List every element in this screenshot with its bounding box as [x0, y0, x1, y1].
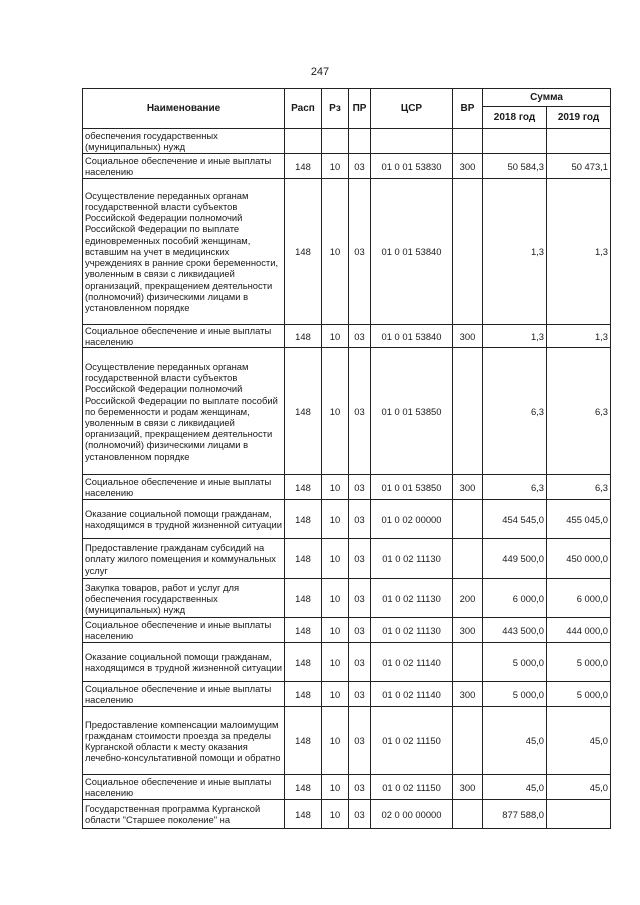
row-pr: 03	[349, 348, 371, 475]
row-name: Социальное обеспечение и иные выплаты населению	[83, 475, 285, 500]
row-rasp: 148	[285, 618, 322, 643]
row-vr	[453, 800, 483, 829]
table-row	[83, 475, 611, 500]
row-rz: 10	[322, 154, 349, 179]
row-sum-2019: 50 473,1	[547, 154, 611, 179]
row-csr: 01 0 02 11130	[371, 579, 453, 618]
row-sum-2019: 5 000,0	[547, 643, 611, 682]
row-rz: 10	[322, 500, 349, 539]
row-sum-2019: 450 000,0	[547, 539, 611, 579]
row-vr: 300	[453, 682, 483, 707]
header-csr: ЦСР	[371, 89, 453, 129]
row-csr: 01 0 02 11130	[371, 618, 453, 643]
row-pr: 03	[349, 579, 371, 618]
row-vr	[453, 539, 483, 579]
row-name: Осуществление переданных органам государственной власти субъектов Российской Федерации полномочий Российской Федерации по выплате единовременных пособий женщинам, вставшим на учет в медицинских учреждениях в ранние сроки беременности, уволенным в связи с ликвидацией организаций, прекращением деятельности (полномочий) физическими лицами в установленном порядке	[83, 179, 285, 325]
table-row	[83, 800, 611, 829]
header-name: Наименование	[83, 89, 285, 129]
row-sum-2018: 877 588,0	[483, 800, 547, 829]
row-name: Социальное обеспечение и иные выплаты населению	[83, 325, 285, 348]
row-sum-2019: 444 000,0	[547, 618, 611, 643]
row-vr: 300	[453, 618, 483, 643]
row-sum-2019: 455 045,0	[547, 500, 611, 539]
row-vr	[453, 179, 483, 325]
row-sum-2019: 6,3	[547, 348, 611, 475]
row-csr: 02 0 00 00000	[371, 800, 453, 829]
table-row	[83, 579, 611, 618]
row-csr: 01 0 01 53850	[371, 348, 453, 475]
row-csr: 01 0 02 11150	[371, 775, 453, 800]
row-rasp: 148	[285, 643, 322, 682]
table-body	[83, 129, 611, 829]
row-rz: 10	[322, 475, 349, 500]
row-rasp: 148	[285, 179, 322, 325]
row-sum-2018: 443 500,0	[483, 618, 547, 643]
table-row	[83, 539, 611, 579]
row-name: Оказание социальной помощи гражданам, находящимся в трудной жизненной ситуации	[83, 643, 285, 682]
row-sum-2018: 1,3	[483, 179, 547, 325]
row-rz: 10	[322, 579, 349, 618]
row-csr	[371, 129, 453, 154]
row-sum-2019: 1,3	[547, 325, 611, 348]
header-vr: ВР	[453, 89, 483, 129]
row-pr: 03	[349, 500, 371, 539]
table-row	[83, 643, 611, 682]
row-name: Оказание социальной помощи гражданам, находящимся в трудной жизненной ситуации	[83, 500, 285, 539]
row-sum-2018: 1,3	[483, 325, 547, 348]
row-csr: 01 0 01 53840	[371, 179, 453, 325]
table-row	[83, 707, 611, 775]
page-number: 247	[310, 66, 330, 78]
row-rz: 10	[322, 800, 349, 829]
row-name: Социальное обеспечение и иные выплаты населению	[83, 154, 285, 179]
row-rasp: 148	[285, 682, 322, 707]
row-sum-2018: 50 584,3	[483, 154, 547, 179]
row-pr: 03	[349, 800, 371, 829]
table-row	[83, 154, 611, 179]
row-sum-2019: 5 000,0	[547, 682, 611, 707]
row-vr	[453, 500, 483, 539]
row-csr: 01 0 02 11140	[371, 682, 453, 707]
row-sum-2018: 454 545,0	[483, 500, 547, 539]
row-sum-2018	[483, 129, 547, 154]
row-rasp: 148	[285, 800, 322, 829]
header-pr: ПР	[349, 89, 371, 129]
row-rz	[322, 129, 349, 154]
header-rasp: Расп	[285, 89, 322, 129]
row-sum-2019: 6,3	[547, 475, 611, 500]
row-vr: 300	[453, 475, 483, 500]
row-vr	[453, 348, 483, 475]
row-rasp: 148	[285, 775, 322, 800]
row-csr: 01 0 02 11140	[371, 643, 453, 682]
row-name: Закупка товаров, работ и услуг для обеспечения государственных (муниципальных) нужд	[83, 579, 285, 618]
row-rasp: 148	[285, 154, 322, 179]
row-sum-2019: 45,0	[547, 707, 611, 775]
row-sum-2019: 1,3	[547, 179, 611, 325]
row-rasp: 148	[285, 475, 322, 500]
budget-table	[82, 88, 611, 829]
row-csr: 01 0 02 11130	[371, 539, 453, 579]
row-vr: 300	[453, 154, 483, 179]
row-pr: 03	[349, 707, 371, 775]
row-rz: 10	[322, 618, 349, 643]
row-csr: 01 0 01 53840	[371, 325, 453, 348]
row-sum-2018: 5 000,0	[483, 682, 547, 707]
row-sum-2019	[547, 800, 611, 829]
row-sum-2018: 6 000,0	[483, 579, 547, 618]
row-vr	[453, 707, 483, 775]
table-row	[83, 500, 611, 539]
row-sum-2018: 5 000,0	[483, 643, 547, 682]
table-row	[83, 325, 611, 348]
row-rz: 10	[322, 539, 349, 579]
row-pr: 03	[349, 179, 371, 325]
header-sum: Сумма	[483, 89, 611, 107]
table-row	[83, 682, 611, 707]
row-sum-2019	[547, 129, 611, 154]
row-pr: 03	[349, 618, 371, 643]
header-row	[83, 89, 611, 107]
row-rz: 10	[322, 325, 349, 348]
row-pr: 03	[349, 325, 371, 348]
row-rasp	[285, 129, 322, 154]
table-row	[83, 775, 611, 800]
row-pr: 03	[349, 539, 371, 579]
row-name: Предоставление компенсации малоимущим гражданам стоимости проезда за пределы Курганской области к месту оказания лечебно-консультативной помощи и обратно	[83, 707, 285, 775]
row-csr: 01 0 02 11150	[371, 707, 453, 775]
row-sum-2019: 6 000,0	[547, 579, 611, 618]
row-rasp: 148	[285, 500, 322, 539]
row-rz: 10	[322, 682, 349, 707]
table-row	[83, 618, 611, 643]
row-rasp: 148	[285, 348, 322, 475]
row-sum-2018: 449 500,0	[483, 539, 547, 579]
row-rz: 10	[322, 707, 349, 775]
row-name: обеспечения государственных (муниципальных) нужд	[83, 129, 285, 154]
row-pr: 03	[349, 643, 371, 682]
row-pr: 03	[349, 682, 371, 707]
row-rasp: 148	[285, 325, 322, 348]
row-name: Социальное обеспечение и иные выплаты населению	[83, 618, 285, 643]
row-rz: 10	[322, 179, 349, 325]
row-sum-2019: 45,0	[547, 775, 611, 800]
row-sum-2018: 45,0	[483, 707, 547, 775]
row-rasp: 148	[285, 539, 322, 579]
row-name: Осуществление переданных органам государственной власти субъектов Российской Федерации полномочий Российской Федерации по выплате пособий по беременности и родам женщинам, уволенным в связи с ликвидацией организаций, прекращением деятельности (полномочий) физическими лицами в установленном порядке	[83, 348, 285, 475]
row-name: Государственная программа Курганской области "Старшее поколение" на	[83, 800, 285, 829]
row-vr	[453, 643, 483, 682]
row-csr: 01 0 01 53850	[371, 475, 453, 500]
row-vr: 200	[453, 579, 483, 618]
row-name: Социальное обеспечение и иные выплаты населению	[83, 682, 285, 707]
row-csr: 01 0 02 00000	[371, 500, 453, 539]
header-2019: 2019 год	[547, 107, 611, 129]
row-pr: 03	[349, 154, 371, 179]
row-rasp: 148	[285, 579, 322, 618]
row-sum-2018: 45,0	[483, 775, 547, 800]
row-pr: 03	[349, 475, 371, 500]
row-vr	[453, 129, 483, 154]
header-rz: Рз	[322, 89, 349, 129]
row-name: Социальное обеспечение и иные выплаты населению	[83, 775, 285, 800]
row-rz: 10	[322, 348, 349, 475]
row-pr: 03	[349, 775, 371, 800]
row-csr: 01 0 01 53830	[371, 154, 453, 179]
table-row	[83, 348, 611, 475]
row-name: Предоставление гражданам субсидий на оплату жилого помещения и коммунальных услуг	[83, 539, 285, 579]
row-rz: 10	[322, 775, 349, 800]
table-row	[83, 129, 611, 154]
row-sum-2018: 6,3	[483, 475, 547, 500]
row-rasp: 148	[285, 707, 322, 775]
row-sum-2018: 6,3	[483, 348, 547, 475]
table-row	[83, 179, 611, 325]
row-pr	[349, 129, 371, 154]
row-vr: 300	[453, 775, 483, 800]
row-rz: 10	[322, 643, 349, 682]
header-2018: 2018 год	[483, 107, 547, 129]
row-vr: 300	[453, 325, 483, 348]
